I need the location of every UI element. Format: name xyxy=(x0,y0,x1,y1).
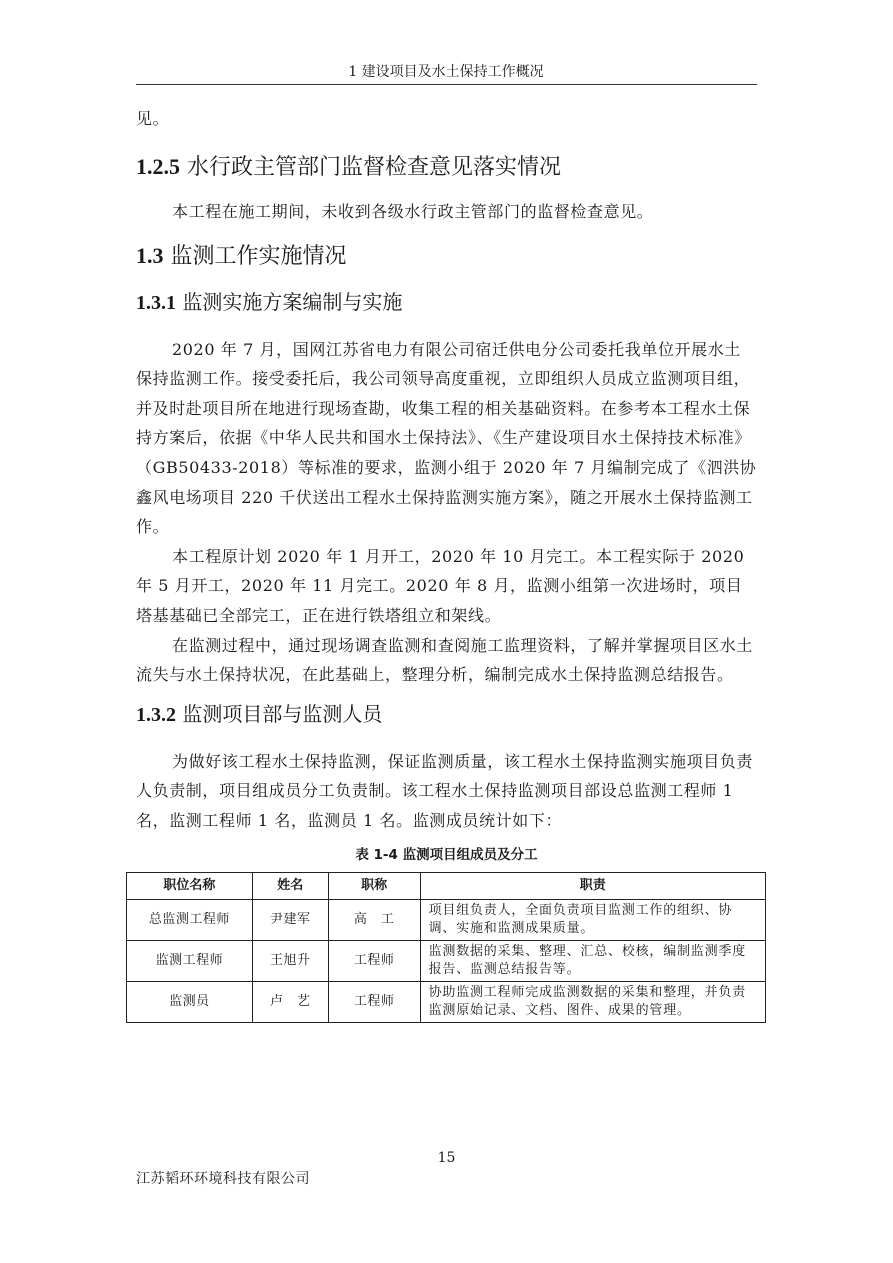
section-heading-1-2-5 xyxy=(136,152,757,183)
table-cell: 监测工程师 xyxy=(127,940,253,981)
table-cell: 项目组负责人，全面负责项目监测工作的组织、协调、实施和监测成果质量。 xyxy=(420,899,765,940)
paragraph: 2020 年 7 月，国网江苏省电力有限公司宿迁供电分公司委托我单位开展水土保持监测工作。接受委托后，我公司领导高度重视，立即组织人员成立监测项目组，并及时赴项目所在地进行现场查勘，收集工程的相关基础资料。在参考本工程水土保持方案后，依据《中华人民共和国水土保持法》、《生产建设项目水土保持技术标准》（GB50433-2018）等标准的要求，监测小组于 2020 年 7 月编制完成了《泗洪协鑫风电场项目 220 千伏送出工程水土保持监测实施方案》，随之开展水土保持监测工作。 xyxy=(136,339,757,537)
header-divider xyxy=(136,84,757,85)
section-number: 1.2.5 xyxy=(136,154,180,179)
section-heading-1-3-2 xyxy=(136,700,757,729)
table-cell: 监测员 xyxy=(127,981,253,1022)
section-number: 1.3 xyxy=(136,242,164,268)
section-title: 水行政主管部门监督检查意见落实情况 xyxy=(187,155,562,180)
staff-table xyxy=(126,872,766,1023)
table-cell: 尹建军 xyxy=(252,899,328,940)
section-heading-1-3 xyxy=(136,241,757,272)
table-cell: 高 工 xyxy=(328,899,420,940)
carryover-text: 见。 xyxy=(136,109,170,128)
column-header: 职责 xyxy=(420,872,765,899)
table-cell: 监测数据的采集、整理、汇总、校核，编制监测季度报告、监测总结报告等。 xyxy=(420,940,765,981)
paragraph: 为做好该工程水土保持监测，保证监测质量，该工程水土保持监测实施项目负责人负责制，项目组成员分工负责制。该工程水土保持监测项目部设总监测工程师 1 名，监测工程师 1 名，监测员 1 名。监测成员统计如下： xyxy=(136,751,754,830)
running-header: 1 建设项目及水土保持工作概况 xyxy=(348,64,544,80)
section-title: 监测项目部与监测人员 xyxy=(182,701,383,726)
page-number: 15 xyxy=(437,1150,456,1166)
section-title: 监测实施方案编制与实施 xyxy=(182,289,403,314)
column-header: 姓名 xyxy=(252,872,328,899)
table-cell: 工程师 xyxy=(328,940,420,981)
table-cell: 总监测工程师 xyxy=(127,899,253,940)
section-number: 1.3.2 xyxy=(136,703,176,726)
table-cell: 王旭升 xyxy=(252,940,328,981)
paragraph: 本工程原计划 2020 年 1 月开工，2020 年 10 月完工。本工程实际于 2020 年 5 月开工，2020 年 11 月完工。2020 年 8 月，监测小组第一次进场时，项目塔基基础已全部完工，正在进行铁塔组立和架线。 xyxy=(136,546,745,625)
paragraph: 在监测过程中，通过现场调查监测和查阅施工监理资料，了解并掌握项目区水土流失与水土保持状况，在此基础上，整理分析，编制完成水土保持监测总结报告。 xyxy=(136,635,754,685)
table-cell: 卢 艺 xyxy=(252,981,328,1022)
column-header: 职位名称 xyxy=(127,872,253,899)
table-caption: 表 1-4 监测项目组成员及分工 xyxy=(355,846,538,863)
column-header: 职称 xyxy=(328,872,420,899)
table-row xyxy=(127,981,766,1022)
table-row xyxy=(127,899,766,940)
footer-company: 江苏韬环环境科技有限公司 xyxy=(136,1171,310,1187)
page-content xyxy=(136,108,757,1023)
table-cell: 工程师 xyxy=(328,981,420,1022)
section-heading-1-3-1 xyxy=(136,288,757,317)
section-number: 1.3.1 xyxy=(136,291,176,314)
table-header-row xyxy=(127,872,766,899)
table-cell: 协助监测工程师完成监测数据的采集和整理，并负责监测原始记录、文档、图件、成果的管理。 xyxy=(420,981,765,1022)
paragraph: 本工程在施工期间，未收到各级水行政主管部门的监督检查意见。 xyxy=(172,202,654,221)
section-title: 监测工作实施情况 xyxy=(170,243,347,269)
table-row xyxy=(127,940,766,981)
